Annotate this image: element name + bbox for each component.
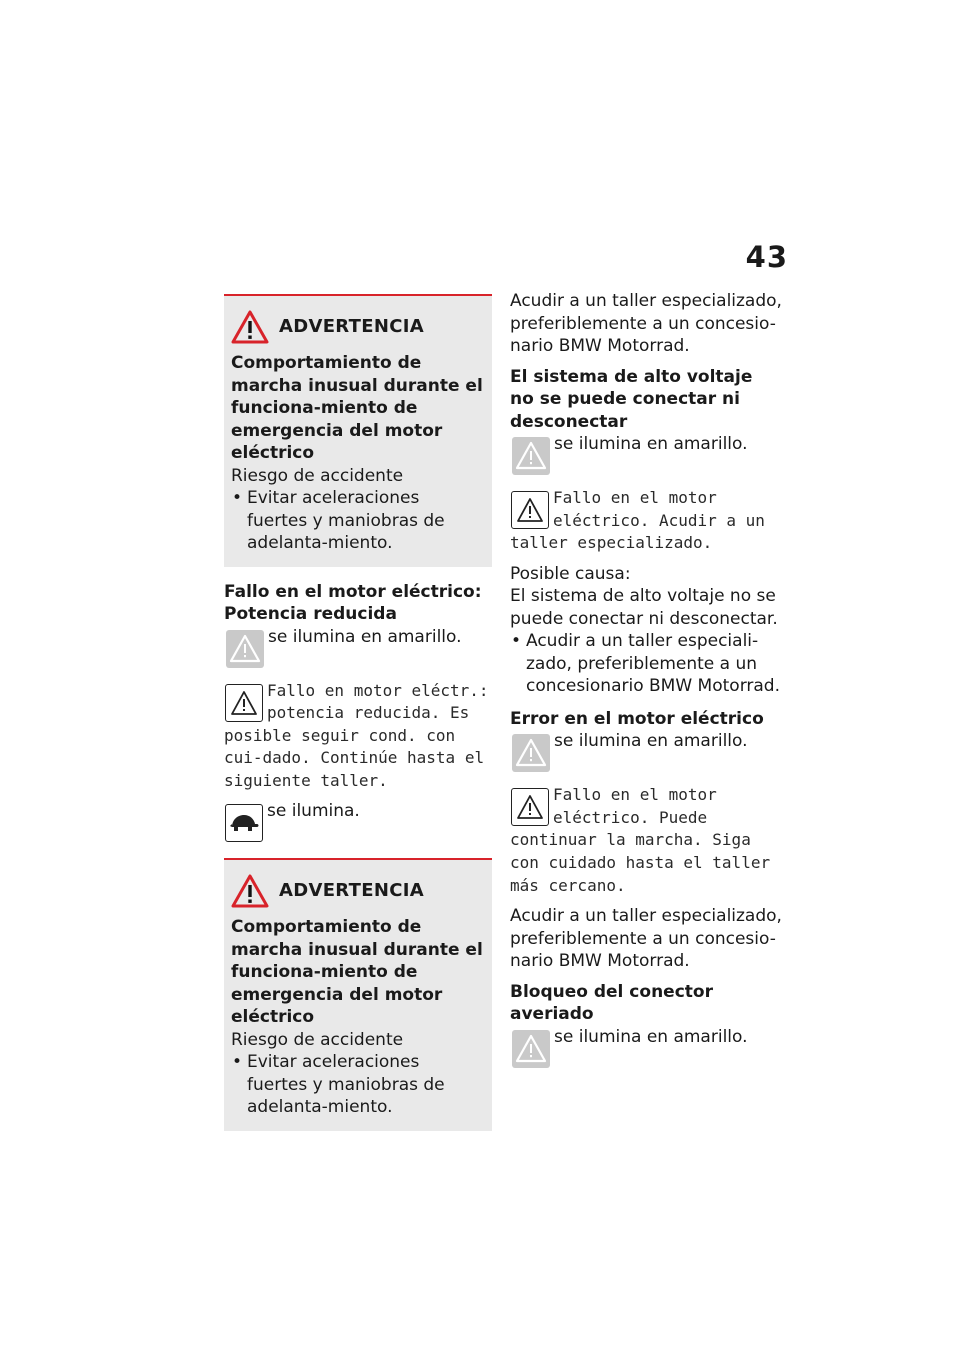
- warning-box: [224, 858, 492, 1131]
- cause-description: El sistema de alto voltaje no se puede conectar ni desconectar.: [510, 586, 778, 629]
- warning-box: [224, 294, 492, 567]
- warning-measure: • Evitar aceleraciones fuertes y maniobras de adelanta-miento.: [231, 1051, 484, 1119]
- warning-statement: Comportamiento de marcha inusual durante el funciona-miento de emergencia del motor eléctrico: [231, 917, 483, 1028]
- lamp-description: se ilumina en amarillo.: [554, 731, 748, 752]
- lamp-row: [510, 730, 782, 776]
- section-heading: Error en el motor eléctrico: [510, 708, 764, 729]
- turtle-description: se ilumina.: [267, 801, 360, 822]
- general-warning-lamp-icon: [512, 437, 550, 475]
- display-message: Fallo en el motor eléctrico. Acudir a un taller especializado.: [510, 488, 765, 553]
- display-warning-icon: [511, 788, 549, 826]
- warning-triangle-icon: [231, 874, 269, 908]
- warning-header: [231, 310, 484, 344]
- display-message-block: [510, 487, 782, 555]
- warning-header: [231, 874, 484, 908]
- turtle-icon: [225, 804, 263, 842]
- section-heading: El sistema de alto voltaje no se puede conectar ni desconectar: [510, 366, 753, 432]
- left-column: [224, 294, 492, 1131]
- cause-label: Posible causa:: [510, 563, 631, 584]
- warning-measure: • Evitar aceleraciones fuertes y maniobras de adelanta-miento.: [231, 487, 484, 555]
- display-warning-icon: [225, 684, 263, 722]
- intro-paragraph: Acudir a un taller especializado, preferiblemente a un concesio-nario BMW Motorrad.: [510, 291, 782, 356]
- general-warning-lamp-icon: [512, 734, 550, 772]
- lamp-row: [224, 626, 492, 672]
- warning-statement: Comportamiento de marcha inusual durante el funciona-miento de emergencia del motor eléctrico: [231, 353, 483, 463]
- lamp-description: se ilumina en amarillo.: [268, 626, 462, 647]
- display-message-block: [224, 680, 492, 793]
- general-warning-lamp-icon: [226, 630, 264, 668]
- display-message: Fallo en el motor eléctrico. Puede continuar la marcha. Siga con cuidado hasta el taller más cercano.: [510, 785, 771, 895]
- lamp-description: se ilumina en amarillo.: [554, 434, 748, 454]
- general-warning-lamp-icon: [512, 1030, 550, 1068]
- display-warning-icon: [511, 491, 549, 529]
- action-paragraph: Acudir a un taller especializado, preferiblemente a un concesio-nario BMW Motorrad.: [510, 906, 782, 972]
- section-heading: Bloqueo del conector averiado: [510, 981, 713, 1025]
- warning-risk: Riesgo de accidente: [231, 1029, 404, 1050]
- display-message: Fallo en motor eléctr.: potencia reducida. Es posible seguir cond. con cui-dado. Continúe hasta el siguiente taller.: [224, 680, 489, 790]
- right-column: [510, 290, 782, 1072]
- warning-title: ADVERTENCIA: [279, 880, 424, 902]
- page-number: 43: [745, 240, 788, 274]
- action-bullet: • Acudir a un taller especiali-zado, preferiblemente a un concesionario BMW Motorrad.: [510, 630, 782, 698]
- warning-risk: Riesgo de accidente: [231, 465, 404, 486]
- lamp-description: se ilumina en amarillo.: [554, 1026, 748, 1047]
- warning-triangle-icon: [231, 310, 269, 344]
- warning-title: ADVERTENCIA: [279, 315, 424, 337]
- section-heading: Fallo en el motor eléctrico: Potencia reducida: [224, 581, 482, 624]
- lamp-row: [510, 1026, 782, 1072]
- display-message-block: [510, 784, 782, 897]
- turtle-row: [224, 800, 492, 844]
- lamp-row: [510, 433, 782, 479]
